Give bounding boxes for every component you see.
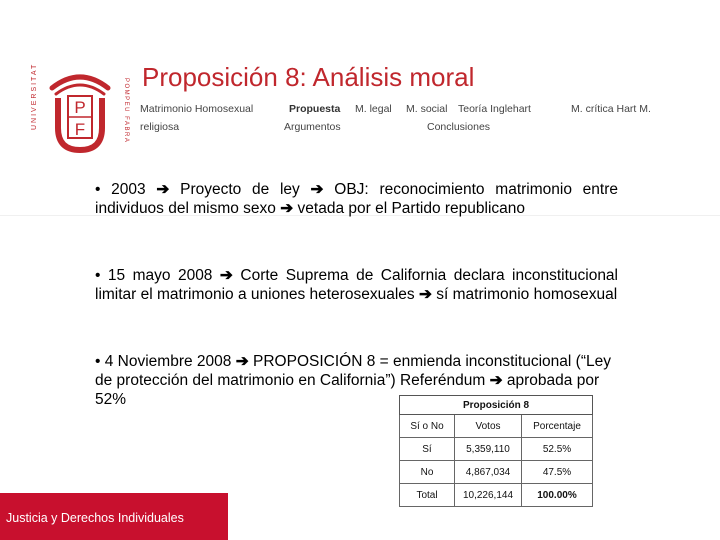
table-cell: 4,867,034 <box>455 461 522 484</box>
upf-logo <box>30 58 130 158</box>
table-cell: Sí <box>400 438 455 461</box>
table-cell: Total <box>400 484 455 507</box>
table-cell: 100.00% <box>522 484 593 507</box>
nav-item-matrimonio[interactable]: Matrimonio Homosexual <box>140 103 254 115</box>
bullet-2003 <box>95 180 618 218</box>
bullet-text: Proyecto de ley <box>180 181 300 198</box>
bullet-text: vetada por el Partido republicano <box>297 200 526 217</box>
logo-monogram-p: P <box>74 98 86 117</box>
nav-item-religiosa[interactable]: religiosa <box>140 121 180 133</box>
bullet-2008-may <box>95 266 618 304</box>
nav-item-inglehart[interactable]: Teoría Inglehart <box>458 103 531 115</box>
table-cell: No <box>400 461 455 484</box>
table-row <box>400 461 593 484</box>
nav-item-critica[interactable]: M. crítica Hart M. <box>571 103 651 115</box>
table-header: Votos <box>455 415 522 438</box>
bullet-text: • 2003 <box>95 181 146 198</box>
bullet-text: • 4 Noviembre 2008 <box>95 353 232 370</box>
logo-arc-text: UNIVERSITAT <box>31 62 38 130</box>
bullet-text: sí matrimonio homosexual <box>436 286 618 303</box>
nav-item-conclusiones[interactable]: Conclusiones <box>427 121 491 133</box>
nav-item-propuesta[interactable]: Propuesta <box>289 103 341 115</box>
bullet-text: OBJ: reconocimiento matrimonio entre individuos del mismo sexo <box>95 181 618 217</box>
table-cell: 52.5% <box>522 438 593 461</box>
table-header: Sí o No <box>400 415 455 438</box>
table-cell: 10,226,144 <box>455 484 522 507</box>
logo-monogram-f: F <box>74 120 86 139</box>
table-cell: 47.5% <box>522 461 593 484</box>
logo-side-text: POMPEU FABRA <box>123 78 129 144</box>
table-row <box>400 484 593 507</box>
footer-text: Justicia y Derechos Individuales <box>6 511 184 525</box>
table-cell: 5,359,110 <box>455 438 522 461</box>
table-row <box>400 438 593 461</box>
bullet-text: aprobada por 52% <box>95 372 600 408</box>
arrow-right-icon: ➔ <box>156 181 170 198</box>
nav-item-legal[interactable]: M. legal <box>355 103 392 115</box>
results-table <box>399 395 593 507</box>
bullet-text: Corte Suprema de California declara inconstitucional limitar el matrimonio a uniones heterosexuales <box>95 267 618 303</box>
arrow-right-icon: ➔ <box>219 267 233 284</box>
arrow-right-icon: ➔ <box>489 372 503 389</box>
bullet-text: • 15 mayo 2008 <box>95 267 213 284</box>
nav-item-social[interactable]: M. social <box>406 103 448 115</box>
arrow-right-icon: ➔ <box>280 200 294 217</box>
arrow-right-icon: ➔ <box>235 353 249 370</box>
arrow-right-icon: ➔ <box>418 286 432 303</box>
slide-title: Proposición 8: Análisis moral <box>142 62 475 92</box>
nav-item-argumentos[interactable]: Argumentos <box>284 121 341 133</box>
arrow-right-icon: ➔ <box>310 181 324 198</box>
table-header: Porcentaje <box>522 415 593 438</box>
bullet-text: PROPOSICIÓN 8 = enmienda inconstitucional (“Ley de protección del matrimonio en California”) Referéndum <box>95 353 611 389</box>
table-caption: Proposición 8 <box>400 396 593 415</box>
